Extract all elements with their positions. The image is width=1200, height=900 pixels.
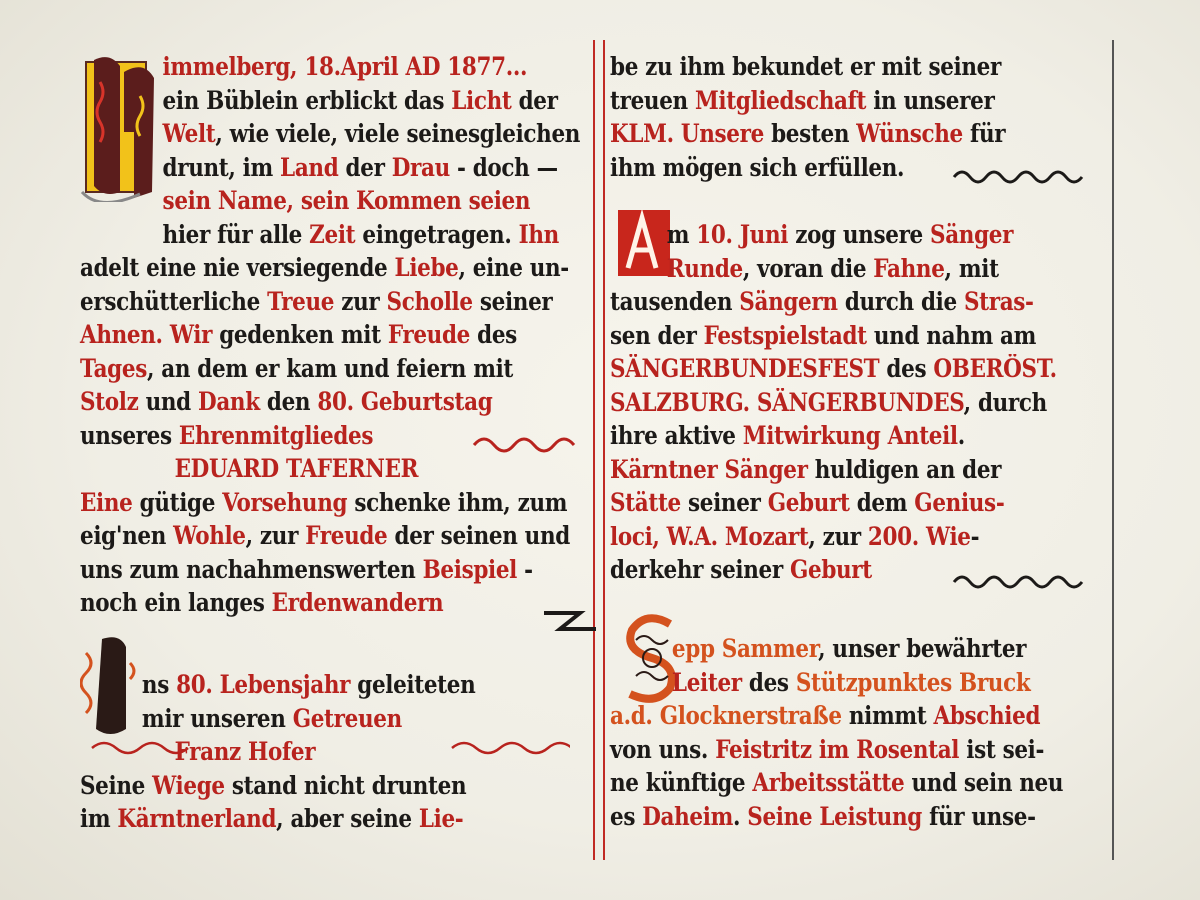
paragraph-4 [610,218,1110,587]
text-segment: epp Sammer [671,634,819,663]
text-segment: OBERÖST. [933,354,1057,383]
paragraph-1 [80,50,600,620]
text-segment: eingetragen. [355,219,519,249]
text-segment: Wohle [173,521,246,550]
text-segment: sen der [610,320,704,350]
text-line [80,184,531,218]
text-segment: immelberg, 18.April AD 1877... [162,52,528,81]
text-segment: uns zum nachahmenswerten [80,554,423,584]
text-segment: Abschied [933,701,1041,730]
text-segment: - [517,554,533,584]
text-segment: . [957,421,965,450]
text-segment: Vorsehung [222,487,348,517]
text-segment: a.d. Glocknerstraße [610,701,842,730]
text-segment: Wiege [152,770,225,800]
text-segment: Erdenwandern [271,588,444,617]
text-segment: stand nicht drunten [224,770,467,800]
line-end-ornament [950,568,1100,594]
text-line [80,769,527,803]
text-line [610,319,1040,353]
text-line [610,632,1040,666]
text-segment: und nahm am [866,320,1037,350]
text-line [610,486,1040,520]
text-segment: zog unsere [788,220,931,249]
text-segment: . [732,801,748,831]
text-segment: ihm mögen sich erfüllen. [610,152,905,182]
text-line [610,285,1040,319]
text-segment: Leiter [671,667,742,697]
text-line [80,553,533,587]
text-segment: Licht [451,85,512,115]
text-line [610,733,1045,767]
text-line [80,117,581,151]
text-segment: huldigen an der [807,454,1002,484]
text-line [610,252,1040,286]
text-segment: der [338,152,392,182]
text-segment: der seinen und [387,521,570,550]
text-segment: Festspielstadt [703,320,867,350]
text-segment: Stolz [80,387,139,416]
text-line [80,151,558,185]
text-line [610,50,1040,84]
text-segment: für unse- [921,801,1036,831]
text-line [80,251,569,285]
text-segment: es [610,801,643,831]
line-end-ornament [950,163,1100,189]
text-line [80,486,568,520]
text-segment: , eine un- [458,253,569,282]
text-segment: , an dem er kam und feiern mit [146,353,514,383]
text-segment: treuen [610,85,695,115]
text-line [80,802,527,836]
text-segment: , zur [245,521,306,550]
text-line [80,352,527,386]
text-segment: adelt eine nie versiegende [80,253,395,282]
text-segment: Tages [80,353,147,383]
text-segment: Arbeitsstätte [752,768,905,797]
text-segment: eig'nen [80,521,174,550]
text-segment: Ihn [518,219,559,249]
text-segment: 80. Lebensjahr [176,670,351,699]
text-segment: und sein neu [904,768,1064,797]
text-segment: Anteil [887,421,958,450]
text-segment: Freude [387,320,470,349]
text-segment: Wünsche [856,119,963,148]
text-segment: SÄNGERBUNDESFEST [610,354,880,383]
text-segment: Dank [198,387,260,416]
text-line [610,84,1040,118]
text-segment: Kärntnerland [117,804,277,833]
text-segment: Geburt [789,555,872,584]
text-line [80,668,527,702]
text-segment: Drau [391,152,450,182]
text-line [80,385,527,419]
text-segment: Mitwirkung [742,421,881,450]
text-segment: des [879,354,934,383]
text-segment: Sängern [739,287,838,316]
text-segment: dem [849,488,915,517]
text-segment: von uns. [610,734,716,764]
text-segment: Land [280,152,339,182]
text-segment: Scholle [386,286,473,316]
text-segment: , wie viele, viele seinesgleichen [215,119,581,148]
paragraph-5 [610,632,1110,833]
text-line [80,586,527,620]
text-segment: KLM. Unsere [610,119,764,148]
flourish-ornament [470,430,580,460]
text-segment: ist sei- [959,734,1045,764]
text-segment: Kärntner Sänger [610,454,808,484]
text-segment: Getreuen [292,703,402,733]
text-segment: ne künftige [610,768,753,797]
text-segment: Zeit [309,219,356,249]
text-segment: Seine [80,770,153,800]
text-segment: Stätte [610,488,681,517]
text-segment: noch ein langes [80,588,272,617]
text-segment: des [741,667,796,697]
text-line [80,84,558,118]
text-segment [880,421,887,450]
text-segment: seiner [472,286,553,316]
text-segment: , unser bewährter [818,634,1027,663]
honoree-name [80,452,527,486]
text-segment: , voran die [742,253,874,283]
text-segment: den [259,387,318,416]
text-segment: Eine [80,487,133,517]
text-line [610,800,1040,834]
text-segment: Welt [162,119,216,148]
text-segment: in unserer [866,85,995,115]
text-segment: SALZBURG. SÄNGERBUNDES [610,387,964,417]
text-segment: durch die [837,287,964,316]
text-segment: ihre aktive [610,421,743,450]
text-line [80,285,553,319]
text-segment: und [138,387,199,416]
text-segment: mir unseren [141,703,293,733]
line-end-ornament [540,605,600,635]
text-segment: Seine [747,801,813,831]
text-segment: nimmt [841,701,934,730]
text-segment: , zur [808,521,868,551]
text-segment: für [962,119,1006,148]
text-segment: schenke ihm, zum [347,487,568,517]
text-line [610,117,1040,151]
text-segment: - doch — [449,152,558,182]
text-segment: Genius- [914,488,1005,517]
text-segment: tausenden [610,287,740,316]
text-segment: , durch [963,387,1047,417]
text-segment: Beispiel [422,554,518,584]
text-segment: - [970,521,980,551]
column-divider-rule [603,40,605,860]
text-segment: be zu ihm bekundet er mit seiner [610,52,1001,81]
text-segment: Leistung [819,801,922,831]
text-line [80,50,527,84]
text-line [610,666,1040,700]
text-segment: sein Name, sein Kommen seien [162,186,531,215]
text-line [80,519,570,553]
text-segment: Fahne [873,253,945,283]
text-segment: im [80,804,118,833]
text-segment: ns [141,670,177,699]
text-line [610,352,1057,386]
text-segment: EDUARD TAFERNER [174,454,419,483]
text-segment: Liebe [394,253,459,282]
text-segment: Feistritz im Rosental [715,734,960,764]
text-line [80,318,527,352]
right-margin-rule [1112,40,1114,860]
text-segment: 80. Geburtstag [317,387,493,416]
text-segment: loci, W.A. Mozart [610,521,809,551]
text-segment: Geburt [767,488,850,517]
flourish-ornament [90,738,200,758]
text-line [610,386,1047,420]
text-segment: drunt, im [162,152,281,182]
text-line [610,419,1040,453]
text-line [610,453,1040,487]
text-segment: geleiteten [350,670,476,699]
text-segment: unseres [80,420,179,450]
text-segment: erschütterliche [80,286,268,316]
text-segment: Lie- [418,804,464,833]
text-segment: Mitgliedschaft [694,85,867,115]
text-segment: Daheim [642,801,733,831]
text-segment: Sänger [930,220,1014,249]
text-line [610,218,1040,252]
text-segment: m [666,220,697,249]
text-segment: , aber seine [276,804,419,833]
text-segment: Stras- [963,287,1034,316]
flourish-ornament [450,738,570,758]
text-segment: hier für alle [162,219,310,249]
text-segment: Ehrenmitgliedes [178,420,374,450]
text-segment: 200. Wie [867,521,971,551]
text-segment: des [469,320,517,349]
text-segment: gedenken mit [212,320,388,349]
text-segment: seiner [680,488,768,517]
text-segment: , mit [944,253,999,283]
text-segment: zur [334,286,387,316]
text-segment: derkehr seiner [610,555,790,584]
text-line [610,699,1040,733]
text-line [80,702,527,736]
text-line [610,766,1064,800]
text-line [610,520,1040,554]
text-line [80,419,527,453]
text-segment: Franz Hofer [174,737,316,766]
text-segment: Treue [267,286,335,316]
text-segment: der [511,85,558,115]
text-line [80,218,559,252]
text-segment: besten [763,119,857,148]
text-segment: 10. Juni [696,220,789,249]
text-segment: Freude [305,521,388,550]
text-segment: Ahnen. Wir [80,320,213,349]
text-segment: Runde [666,253,743,283]
text-segment: gütige [132,487,223,517]
text-segment: Stützpunktes Bruck [795,667,1031,697]
text-segment: ein Büblein erblickt das [162,85,452,115]
